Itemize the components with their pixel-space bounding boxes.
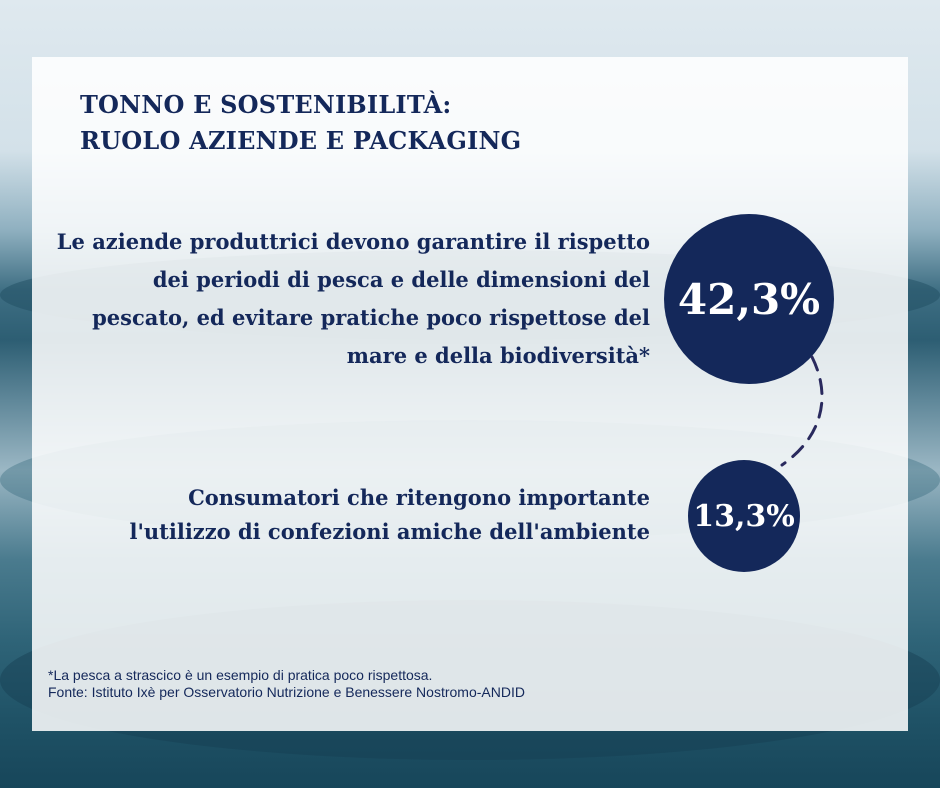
statement-producers: Le aziende produttrici devono garantire il rispetto dei periodi di pesca e delle dimensioni del pescato, ed evitare pratiche poco rispettose del mare e della biodiversità*: [56, 229, 650, 368]
page-title: [80, 87, 521, 159]
footnote-note: *La pesca a strascico è un esempio di pratica poco rispettosa.: [48, 667, 433, 683]
footnote: [48, 667, 648, 701]
footnote-source: Fonte: Istituto Ixè per Osservatorio Nutrizione e Benessere Nostromo-ANDID: [48, 684, 525, 700]
title-line-2: RUOLO AZIENDE E PACKAGING: [80, 126, 522, 155]
stat-value-producers: 42,3%: [677, 274, 821, 324]
title-line-1: TONNO E SOSTENIBILITÀ:: [80, 90, 452, 119]
infographic-panel: [32, 57, 908, 731]
stat-value-consumers: 13,3%: [693, 498, 795, 534]
stat-circle-producers: [664, 214, 834, 384]
statement-consumers: Consumatori che ritengono importante l'utilizzo di confezioni amiche dell'ambiente: [129, 485, 650, 544]
stat-circle-consumers: [688, 460, 800, 572]
